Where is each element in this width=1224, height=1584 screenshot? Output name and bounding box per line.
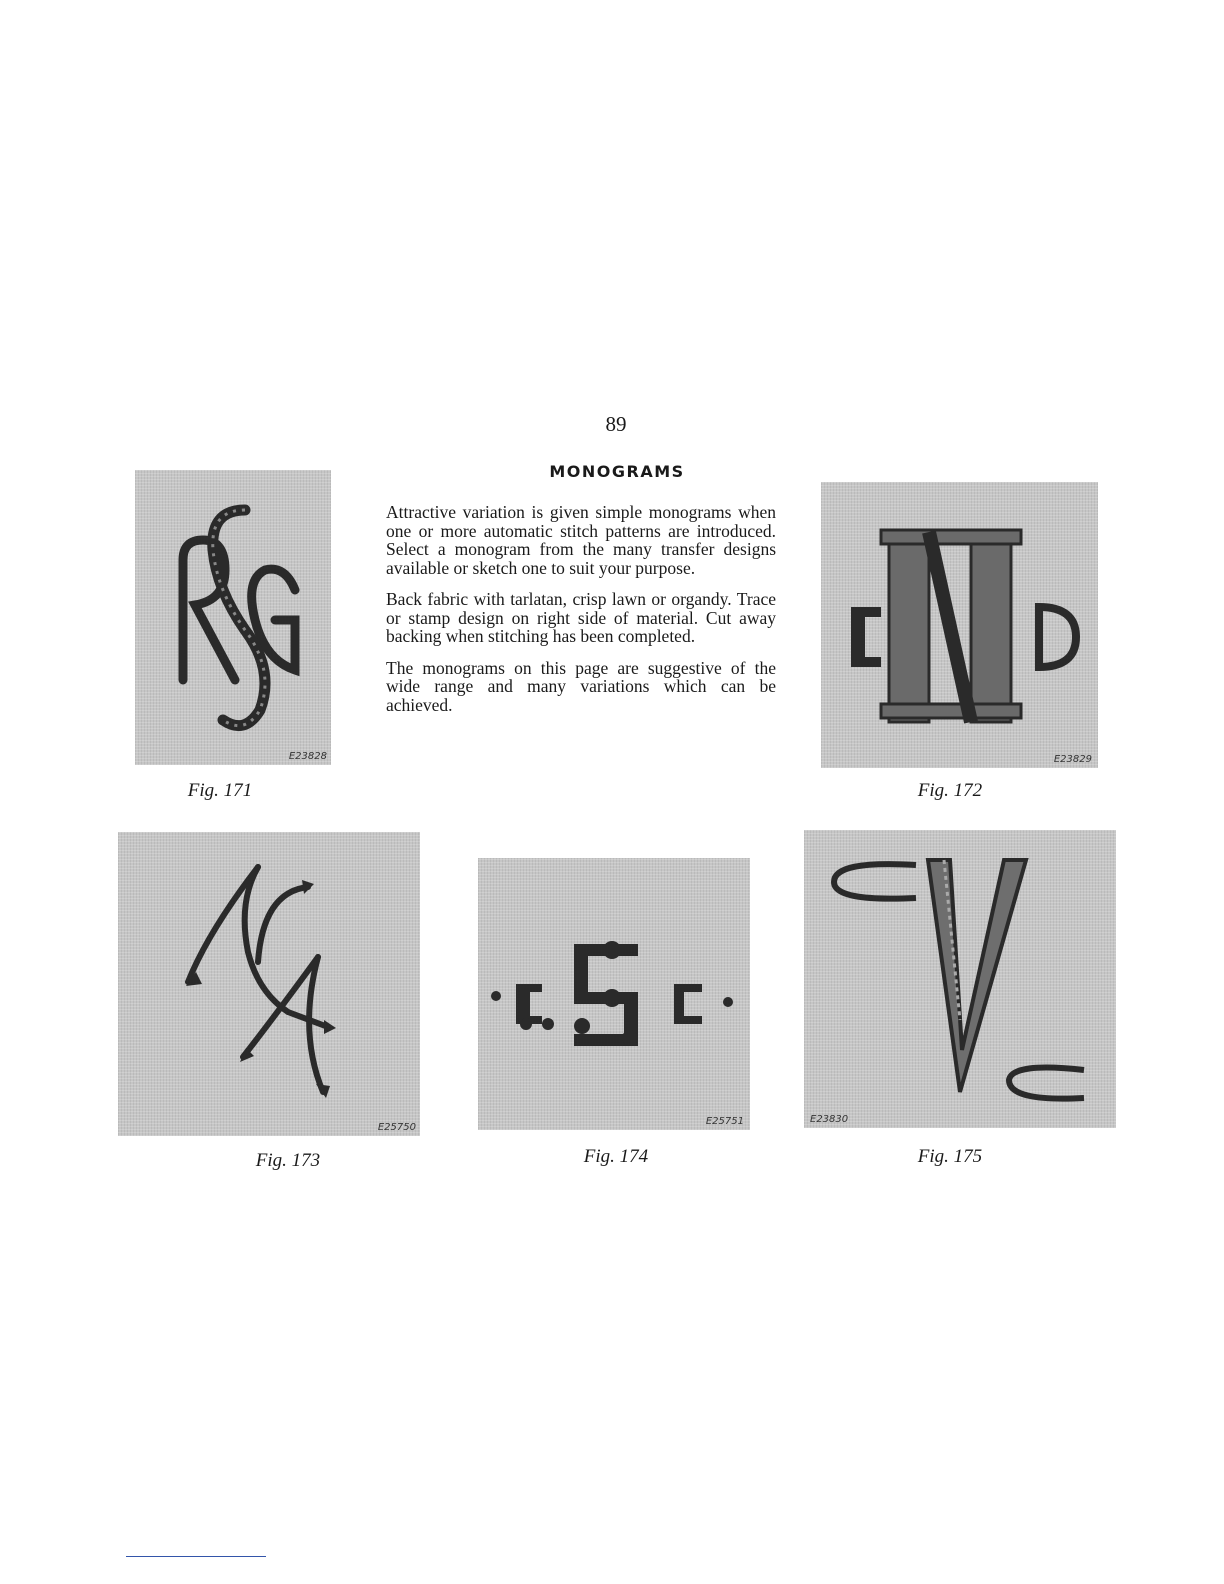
figure-172-photo <box>821 482 1098 768</box>
footer-rule <box>126 1556 266 1557</box>
figure-code: E23829 <box>1053 754 1092 765</box>
monogram-cvg-image <box>804 830 1116 1128</box>
figure-code: E23828 <box>288 751 327 762</box>
figure-caption: Fig. 175 <box>917 1146 983 1167</box>
paragraph: Back fabric with tarlatan, crisp lawn or organdy. Trace or stamp design on right side of material. Cut away backing when stitching has been completed. <box>386 589 776 646</box>
figure-code: E25751 <box>705 1116 744 1127</box>
paragraph: The monograms on this page are suggestive of the wide range and many variations which can be achieved. <box>386 657 776 715</box>
section-heading: MONOGRAMS <box>549 462 685 481</box>
monogram-esg-image <box>478 858 750 1130</box>
monogram-rsg-image <box>135 470 331 765</box>
figure-caption: Fig. 172 <box>917 780 983 801</box>
body-text <box>386 503 776 727</box>
paragraph: Attractive variation is given simple monograms when one or more automatic stitch patterns are introduced. Select a monogram from the many transfer designs available or sketch one to suit your purpose. <box>386 502 776 578</box>
figure-caption: Fig. 171 <box>187 780 253 801</box>
monogram-ctd-image <box>821 482 1098 768</box>
page-number: 89 <box>605 412 627 436</box>
figure-code: E23830 <box>810 1114 849 1125</box>
figure-174-photo <box>478 858 750 1130</box>
figure-175-photo <box>804 830 1116 1128</box>
figure-code: E25750 <box>377 1122 416 1133</box>
figure-caption: Fig. 173 <box>255 1150 321 1171</box>
figure-171-photo <box>135 470 331 765</box>
monogram-arrows-image <box>118 832 420 1136</box>
figure-caption: Fig. 174 <box>583 1146 649 1167</box>
figure-173-photo <box>118 832 420 1136</box>
